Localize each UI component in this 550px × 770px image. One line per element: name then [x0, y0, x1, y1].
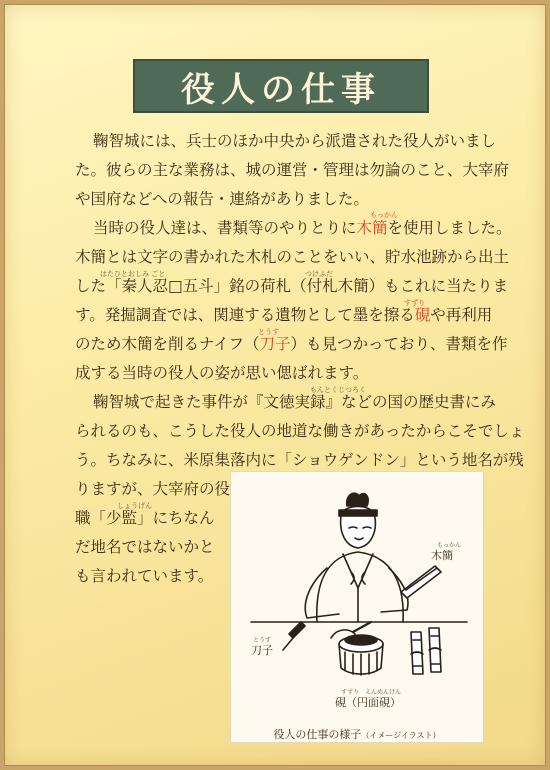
title-banner — [133, 59, 429, 113]
label-touse-ruby: とうす — [253, 637, 272, 644]
ruby-tsukefuda: つけふだ — [305, 270, 333, 278]
label-mokkan-ruby: もっかん — [437, 542, 462, 549]
ruby-shougen: しょうげん — [117, 502, 152, 510]
label-suzuri: 硯（円面硯） — [335, 696, 401, 709]
body-line: た。彼らの主な業務は、城の運営・管理は勿論のこと、大宰府 — [75, 161, 510, 179]
body-line: りますが、大宰府の役 — [75, 480, 231, 498]
label-suzuri-ruby: すずり えんめんけん — [341, 689, 402, 696]
highlight-suzuri: 硯 — [414, 306, 431, 324]
text-span: 当時の役人達は、書類等のやりとりに — [93, 219, 357, 237]
illustration-caption — [231, 726, 483, 742]
caption-sub: （イメージイラスト） — [361, 731, 441, 740]
body-line — [93, 218, 512, 238]
ruby-montoku: もんとくじつろく — [310, 386, 366, 394]
body-line: 鞠智城には、兵士のほか中央から派遣された役人がいまし — [93, 132, 497, 150]
ruby-hatahito: はたひとおしみ ごと — [100, 270, 166, 278]
page-title: 役人の仕事 — [181, 69, 381, 110]
body-line: や国府などへの報告・連絡がありました。 — [75, 190, 369, 208]
text-span: す。発掘調査では、関連する遺物として墨を擦る — [75, 306, 415, 324]
body-line — [75, 334, 507, 354]
body-line: う。ちなみに、米原集落内に「ショウゲンドン」という地名が残 — [75, 451, 524, 469]
sign-panel — [4, 4, 546, 766]
illustration — [230, 471, 484, 743]
text-span: のため木簡を削るナイフ（ — [75, 335, 260, 353]
ruby-touse: とうす — [258, 328, 279, 336]
text-span: や再利用 — [430, 306, 493, 324]
official-illustration — [231, 472, 483, 722]
body-line — [75, 305, 492, 325]
body-line: も言われています。 — [75, 567, 214, 585]
text-span: ）も見つかっており、書類を作 — [290, 335, 508, 353]
highlight-mokkan: 木簡 — [356, 219, 388, 237]
label-mokkan: 木簡 — [431, 549, 453, 562]
body-line: した「秦人忍□五斗」銘の荷札（付札木簡）もこれに当たりま — [75, 277, 509, 295]
ruby-suzuri: すずり — [404, 299, 426, 307]
highlight-touse: 刀子 — [259, 335, 291, 353]
label-touse: 刀子 — [251, 644, 273, 657]
body-line: 鞠智城で起きた事件が『文徳実録』などの国の歴史書にみ — [93, 393, 497, 411]
body-line: だ地名ではないかと — [75, 538, 215, 556]
body-line: られるのも、こうした役人の地道な働きがあったからこそでしょ — [75, 422, 525, 440]
body-line: 木簡とは文字の書かれた木札のことをいい、貯水池跡から出土 — [75, 248, 510, 266]
body-line: 成する当時の役人の姿が思い偲ばれます。 — [75, 364, 369, 382]
text-span: を使用しました。 — [387, 219, 512, 237]
ruby-mokkan: もっかん — [370, 211, 398, 219]
body-line: 職「少監」にちなん — [75, 509, 215, 527]
caption-main: 役人の仕事の様子 — [273, 728, 362, 741]
